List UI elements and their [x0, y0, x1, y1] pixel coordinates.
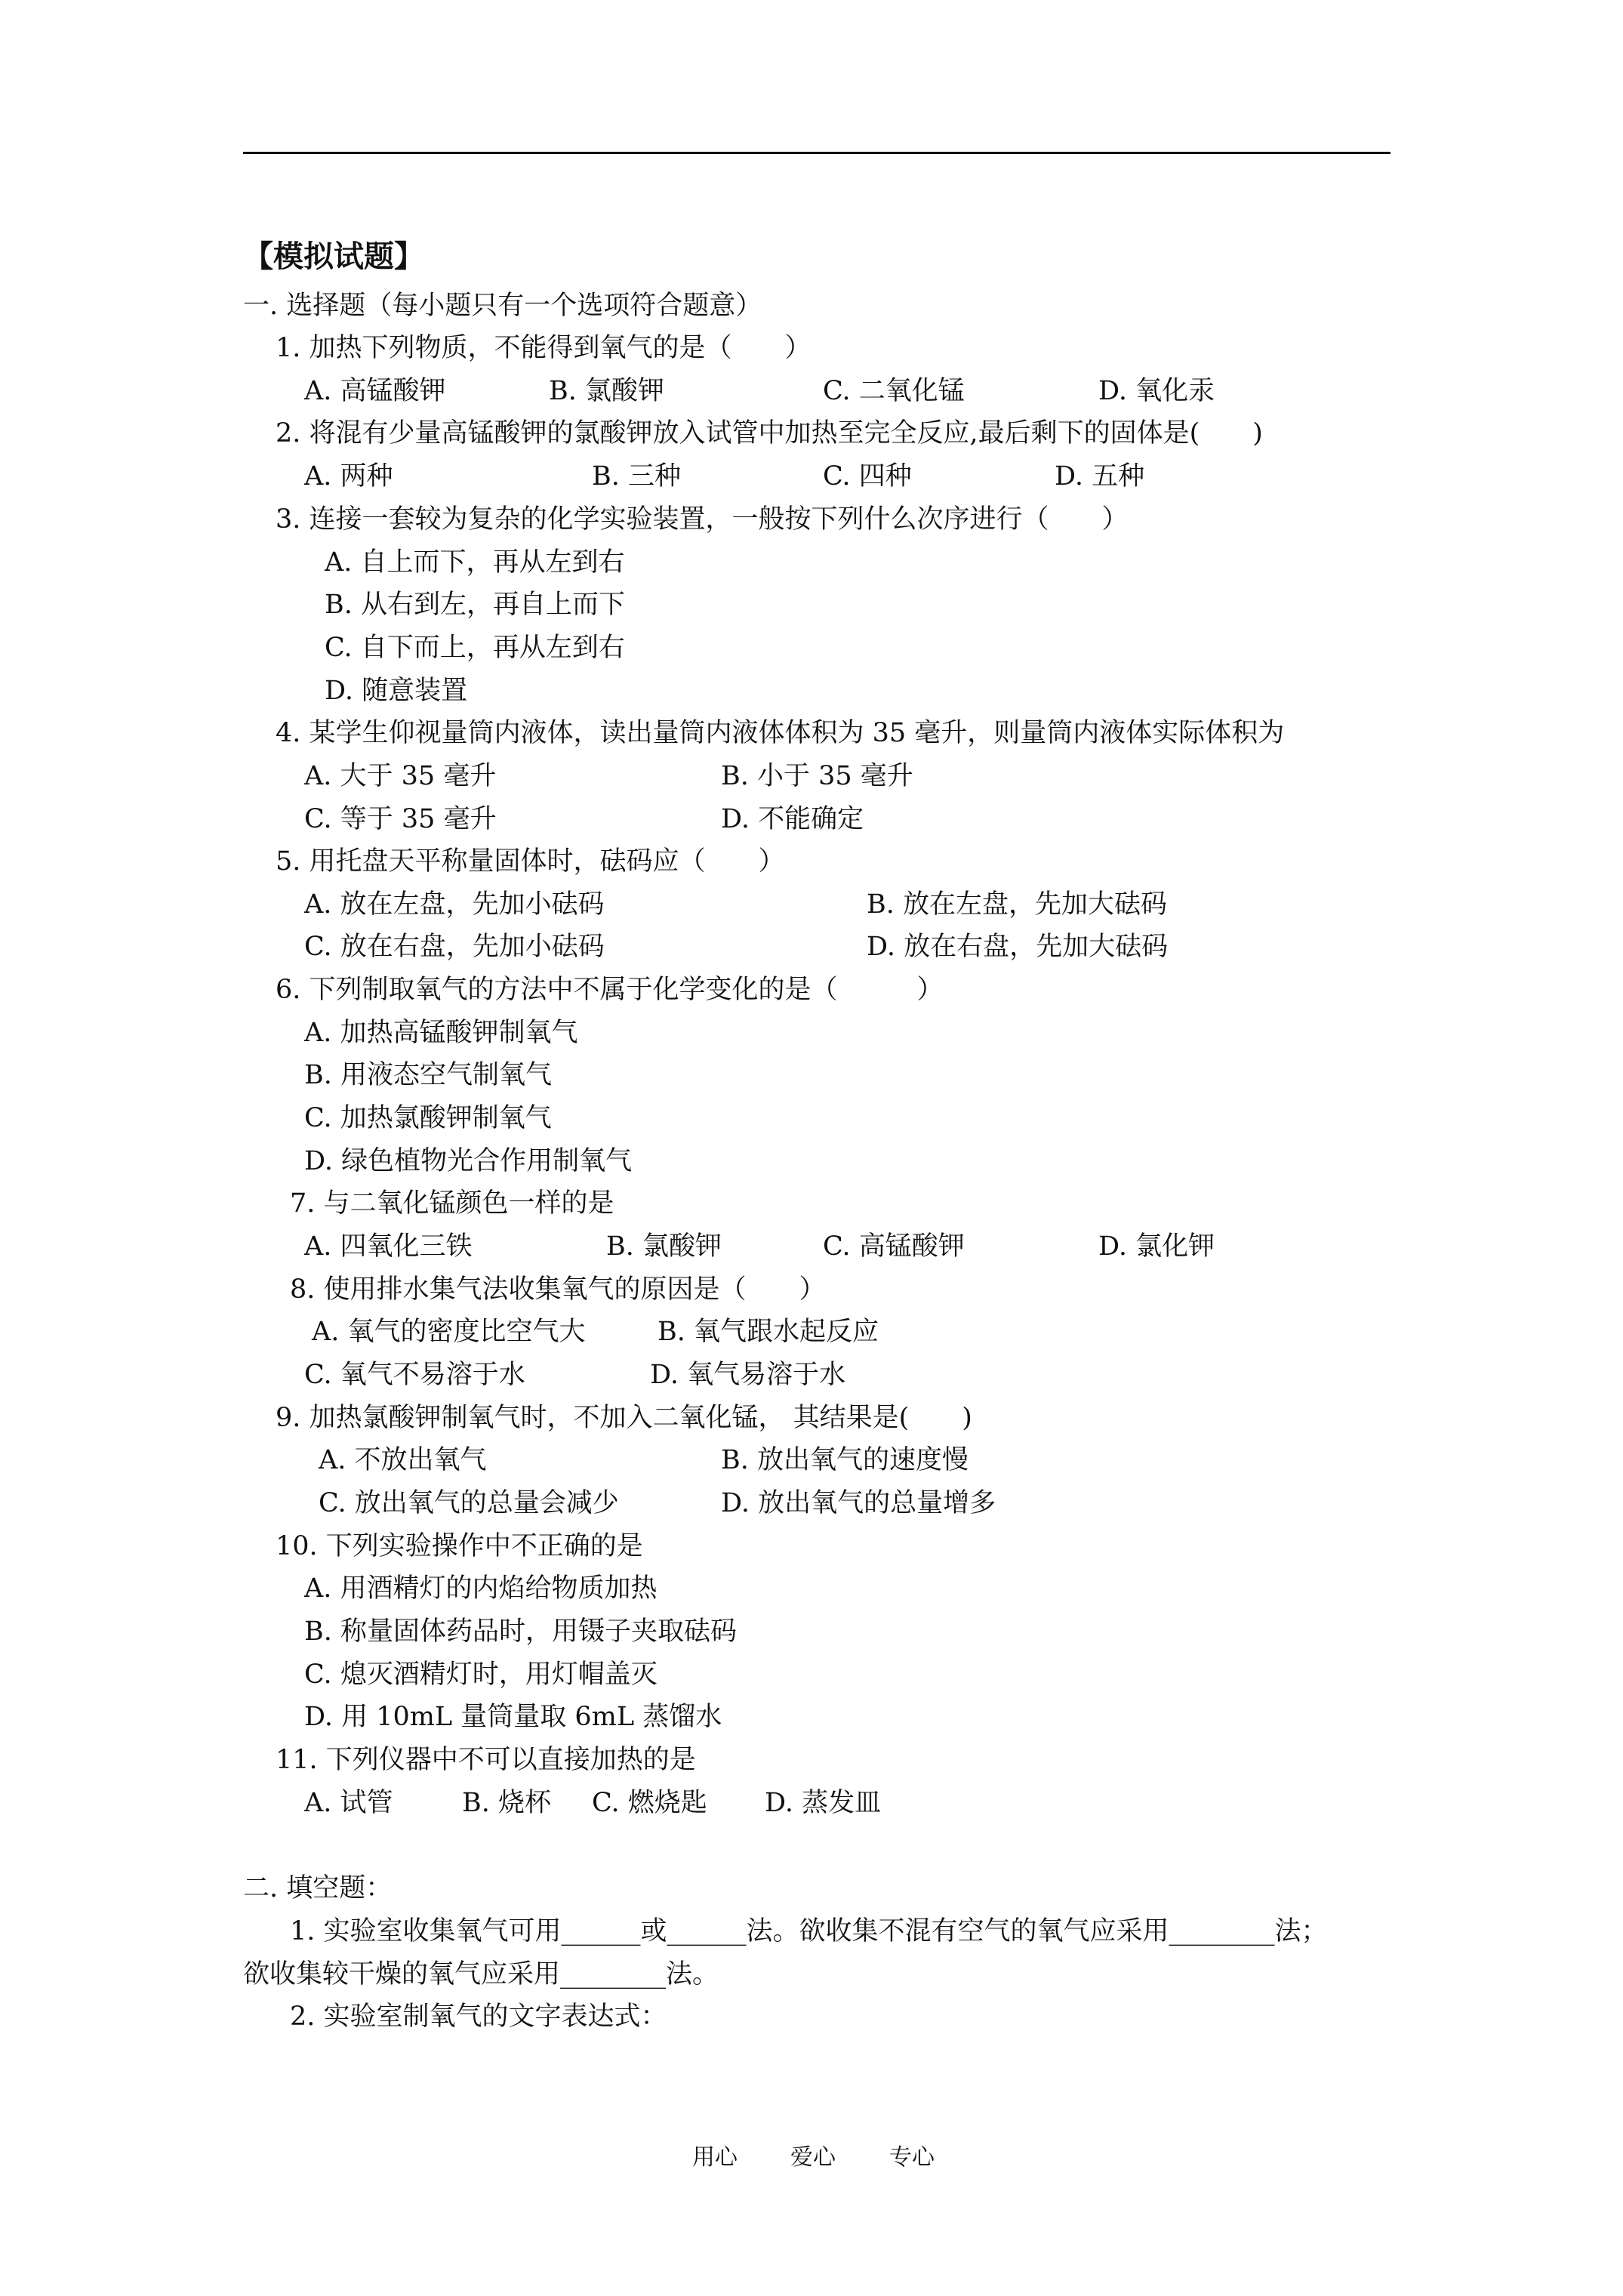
option: D. 氧气易溶于水 [650, 1360, 846, 1390]
footer-text: 专心 [889, 2144, 935, 2171]
option: B. 放在左盘，先加大砝码 [867, 889, 1167, 920]
option: D. 放出氧气的总量增多 [721, 1488, 996, 1518]
question-stem: 1. 加热下列物质，不能得到氧气的是（ ） [276, 333, 812, 363]
option: B. 烧杯 [462, 1788, 551, 1818]
option: D. 用 10mL 量筒量取 6mL 蒸馏水 [304, 1702, 722, 1732]
option: A. 自上而下，再从左到右 [325, 547, 625, 578]
option: D. 氯化钾 [1098, 1231, 1215, 1262]
option: A. 加热高锰酸钾制氧气 [304, 1018, 578, 1048]
option: B. 称量固体药品时，用镊子夹取砝码 [304, 1616, 737, 1647]
footer-text: 用心 [692, 2144, 738, 2171]
option: B. 氯酸钾 [606, 1231, 722, 1262]
option: D. 不能确定 [721, 804, 864, 834]
fill-in-question-continued: 欲收集较干燥的氧气应采用________法。 [243, 1959, 719, 1989]
question-stem: 11. 下列仪器中不可以直接加热的是 [276, 1745, 696, 1775]
option: C. 氧气不易溶于水 [304, 1360, 525, 1390]
option: C. 放出氧气的总量会减少 [319, 1488, 619, 1518]
option: C. 加热氯酸钾制氧气 [304, 1103, 552, 1133]
question-stem: 5. 用托盘天平称量固体时，砝码应（ ） [276, 846, 785, 877]
option: A. 试管 [304, 1788, 393, 1818]
option: B. 三种 [592, 461, 681, 492]
option: C. 燃烧匙 [592, 1788, 707, 1818]
option: C. 放在右盘，先加小砝码 [304, 932, 605, 962]
option: D. 蒸发皿 [765, 1788, 882, 1818]
question-stem: 8. 使用排水集气法收集氧气的原因是（ ） [290, 1274, 826, 1305]
option: B. 用液态空气制氧气 [304, 1060, 552, 1090]
option: A. 大于 35 毫升 [304, 761, 497, 791]
option: A. 放在左盘，先加小砝码 [304, 889, 605, 920]
question-stem: 9. 加热氯酸钾制氧气时，不加入二氧化锰， 其结果是( ) [276, 1403, 972, 1433]
option: A. 不放出氧气 [319, 1445, 487, 1475]
option: B. 氯酸钾 [549, 376, 664, 406]
section-heading: 二. 填空题： [243, 1873, 393, 1903]
option: A. 氧气的密度比空气大 [312, 1317, 586, 1347]
footer-text: 爱心 [790, 2144, 836, 2171]
question-stem: 7. 与二氧化锰颜色一样的是 [290, 1188, 614, 1219]
option: C. 自下而上，再从左到右 [325, 633, 625, 663]
option: A. 用酒精灯的内焰给物质加热 [304, 1573, 658, 1604]
question-stem: 3. 连接一套较为复杂的化学实验装置，一般按下列什么次序进行（ ） [276, 504, 1129, 535]
option: B. 从右到左，再自上而下 [325, 590, 625, 620]
option: A. 两种 [304, 461, 393, 492]
question-stem: 2. 将混有少量高锰酸钾的氯酸钾放入试管中加热至完全反应,最后剩下的固体是( ) [276, 418, 1263, 448]
option: D. 五种 [1055, 461, 1145, 492]
option: A. 四氧化三铁 [304, 1231, 473, 1262]
section-heading: 一. 选择题（每小题只有一个选项符合题意） [243, 291, 762, 321]
question-stem: 4. 某学生仰视量筒内液体，读出量筒内液体体积为 35 毫升，则量筒内液体实际体积为 [276, 718, 1285, 748]
option: D. 放在右盘，先加大砝码 [867, 932, 1169, 962]
option: C. 二氧化锰 [823, 376, 965, 406]
option: A. 高锰酸钾 [304, 376, 446, 406]
option: C. 四种 [823, 461, 912, 492]
option: B. 氧气跟水起反应 [658, 1317, 879, 1347]
option: C. 等于 35 毫升 [304, 804, 497, 834]
option: C. 高锰酸钾 [823, 1231, 965, 1262]
option: D. 氧化汞 [1098, 376, 1215, 406]
option: D. 随意装置 [325, 676, 468, 706]
option: C. 熄灭酒精灯时，用灯帽盖灭 [304, 1660, 658, 1690]
question-stem: 6. 下列制取氧气的方法中不属于化学变化的是（ ） [276, 975, 944, 1005]
fill-in-question: 1. 实验室收集氧气可用______或______法。欲收集不混有空气的氧气应采用________法； [290, 1916, 1328, 1946]
question-stem: 10. 下列实验操作中不正确的是 [276, 1531, 643, 1561]
option: B. 放出氧气的速度慢 [721, 1445, 969, 1475]
fill-in-question: 2. 实验室制氧气的文字表达式： [290, 2002, 667, 2032]
option: B. 小于 35 毫升 [721, 761, 913, 791]
page-title: 【模拟试题】 [243, 239, 424, 274]
header-rule [243, 152, 1390, 154]
option: D. 绿色植物光合作用制氧气 [304, 1146, 633, 1176]
